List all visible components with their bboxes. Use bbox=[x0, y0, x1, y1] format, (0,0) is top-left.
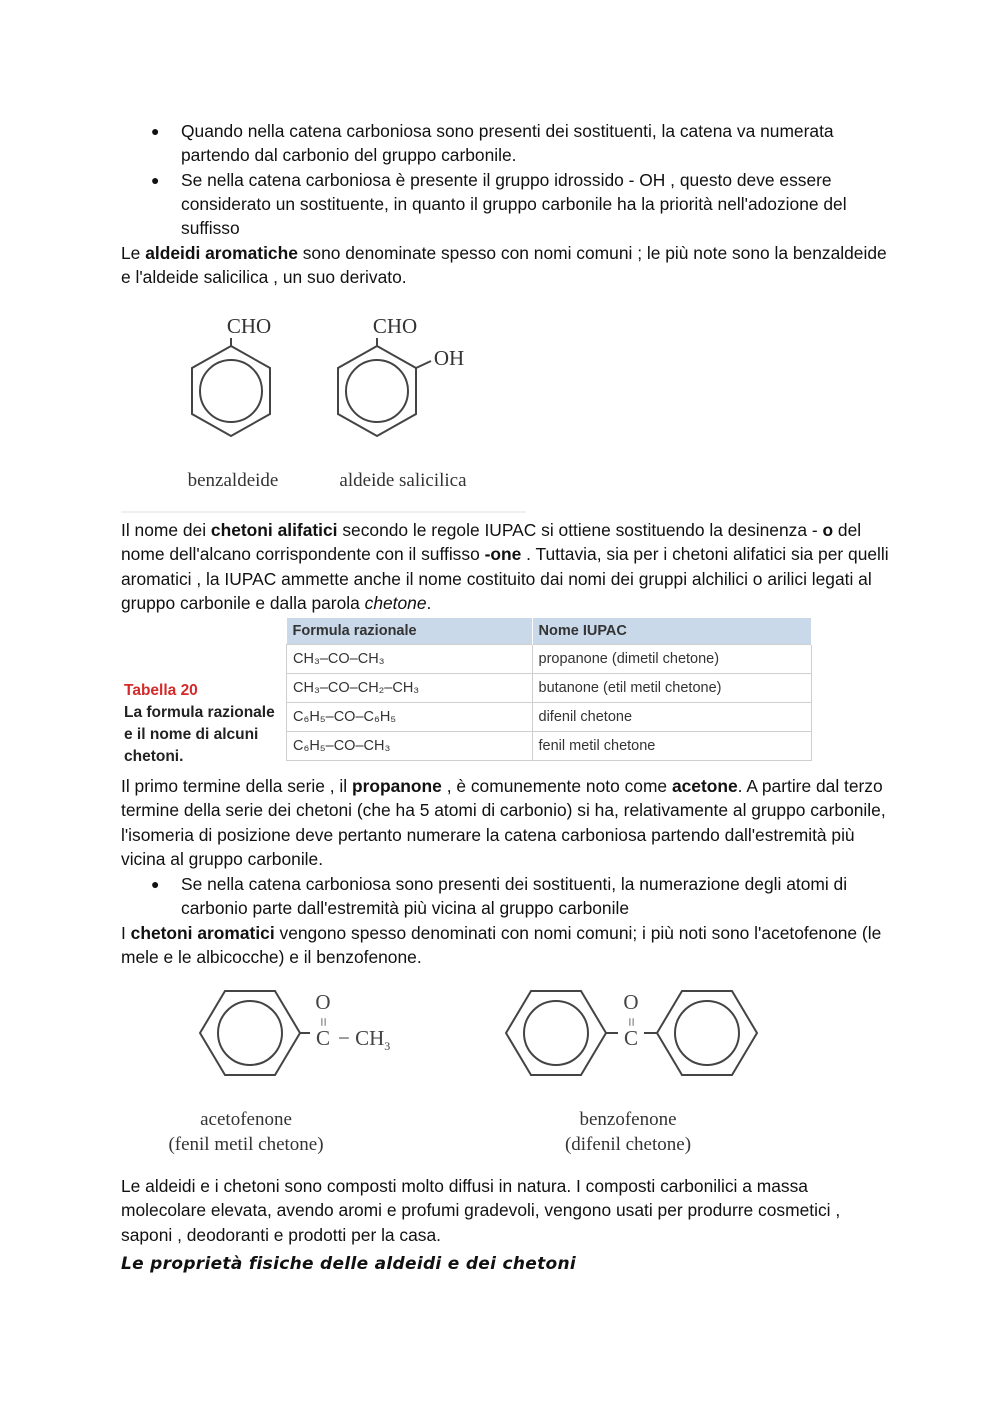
paragraph-acetone: Il primo termine della serie , il propanone , è comunemente noto come acetone. A partire dal terzo termine della serie dei chetoni (che ha 5 atomi di carbonio) si ha, relativamente al gruppo carbonile, l'isomeria di posizione deve pertanto numerare la catena carboniosa partendo dall'estremità più vicina al gruppo carbonile. bbox=[121, 776, 886, 869]
table-label: Tabella 20 bbox=[124, 682, 198, 699]
double-bond-label: = bbox=[314, 1017, 331, 1027]
ketone-structures-figure bbox=[150, 985, 790, 1160]
benzaldehyde-molecule bbox=[192, 338, 270, 436]
table-row: CH₃–CO–CH₂–CH₃ butanone (etil metil chetone) bbox=[287, 674, 812, 703]
salicylaldehyde-molecule bbox=[338, 338, 431, 436]
table-row: C₆H₅–CO–CH₃ fenil metil chetone bbox=[287, 732, 812, 761]
paragraph-aromatic-ketones: I chetoni aromatici vengono spesso denominati con nomi comuni; i più noti sono l'acetofenone (le mele e le albicocche) e il benzofenone. bbox=[121, 923, 882, 968]
list-item: ● Se nella catena carboniosa è presente il gruppo idrossido - OH , questo deve essere considerato un sostituente, in quanto il gruppo carbonile ha la priorità nell'adozione del suffisso bbox=[151, 169, 847, 239]
methyl-group-label: − $CH_3$ bbox=[338, 1026, 391, 1053]
paragraph-aromatic-aldehydes: Le aldeidi aromatiche sono denominate spesso con nomi comuni ; le più note sono la benzaldeide e l'aldeide salicilica , un suo derivato. bbox=[121, 243, 887, 288]
list-item: ● Se nella catena carboniosa sono presenti dei sostituenti, la numerazione degli atomi di carbonio parte dall'estremità più vicina al gruppo carbonile bbox=[151, 874, 848, 919]
table-row: C₆H₅–CO–C₆H₅ difenil chetone bbox=[287, 703, 812, 732]
table-header-row bbox=[287, 618, 812, 645]
oxygen-label: O bbox=[315, 990, 331, 1014]
benzophenone-common-name: (difenil chetone) bbox=[564, 1134, 692, 1155]
column-header: Nome IUPAC bbox=[532, 618, 812, 645]
paragraph-nature: Le aldeidi e i chetoni sono composti molto diffusi in natura. I composti carbonilici a massa molecolare elevata, avendo aromi e profumi gradevoli, vengono usati per produrre cosmetici , saponi , deodoranti e prodotti per la casa. bbox=[121, 1176, 841, 1245]
benzaldehyde-cho-label: CHO bbox=[226, 314, 272, 338]
table-caption bbox=[124, 680, 284, 768]
benzaldehyde-caption: benzaldeide bbox=[187, 470, 279, 491]
benzophenone-caption: benzofenone bbox=[579, 1109, 677, 1130]
double-bond-label: = bbox=[622, 1017, 639, 1027]
salicylaldehyde-caption: aldeide salicilica bbox=[339, 470, 467, 491]
acetophenone-caption: acetofenone bbox=[200, 1109, 292, 1130]
bullet-list-mid bbox=[121, 872, 891, 921]
oxygen-label: O bbox=[623, 990, 639, 1014]
table-description: La formula razionale e il nome di alcuni chetoni. bbox=[124, 704, 275, 765]
acetophenone-common-name: (fenil metil chetone) bbox=[168, 1134, 324, 1155]
carbonyl-carbon-label: C bbox=[623, 1026, 639, 1050]
acetophenone-ring bbox=[200, 991, 310, 1075]
bullet-list-top bbox=[121, 119, 891, 240]
section-heading-handwritten: Le proprietà fisiche delle aldeidi e dei chetoni bbox=[121, 1254, 577, 1274]
salicylaldehyde-oh-label: OH bbox=[433, 346, 465, 370]
list-item: ● Quando nella catena carboniosa sono presenti dei sostituenti, la catena va numerata partendo dal carbonio del gruppo carbonile. bbox=[151, 121, 834, 166]
table-row: CH₃–CO–CH₃ propanone (dimetil chetone) bbox=[287, 645, 812, 674]
paragraph-aliphatic-ketones: Il nome dei chetoni alifatici secondo le regole IUPAC si ottiene sostituendo la desinenza - o del nome dell'alcano corrispondente con il suffisso -one . Tuttavia, sia per i chetoni alifatici sia per quelli aromatici , la IUPAC ammette anche il nome costituito dai nomi dei gruppi alchilici o arilici legati al gruppo carbonile e dalla parola chetone. bbox=[121, 520, 889, 613]
salicylaldehyde-cho-label: CHO bbox=[372, 314, 418, 338]
ketones-table bbox=[286, 618, 812, 761]
carbonyl-carbon-label: C bbox=[315, 1026, 331, 1050]
aldehyde-structures-figure bbox=[121, 306, 531, 516]
column-header: Formula razionale bbox=[287, 618, 533, 645]
